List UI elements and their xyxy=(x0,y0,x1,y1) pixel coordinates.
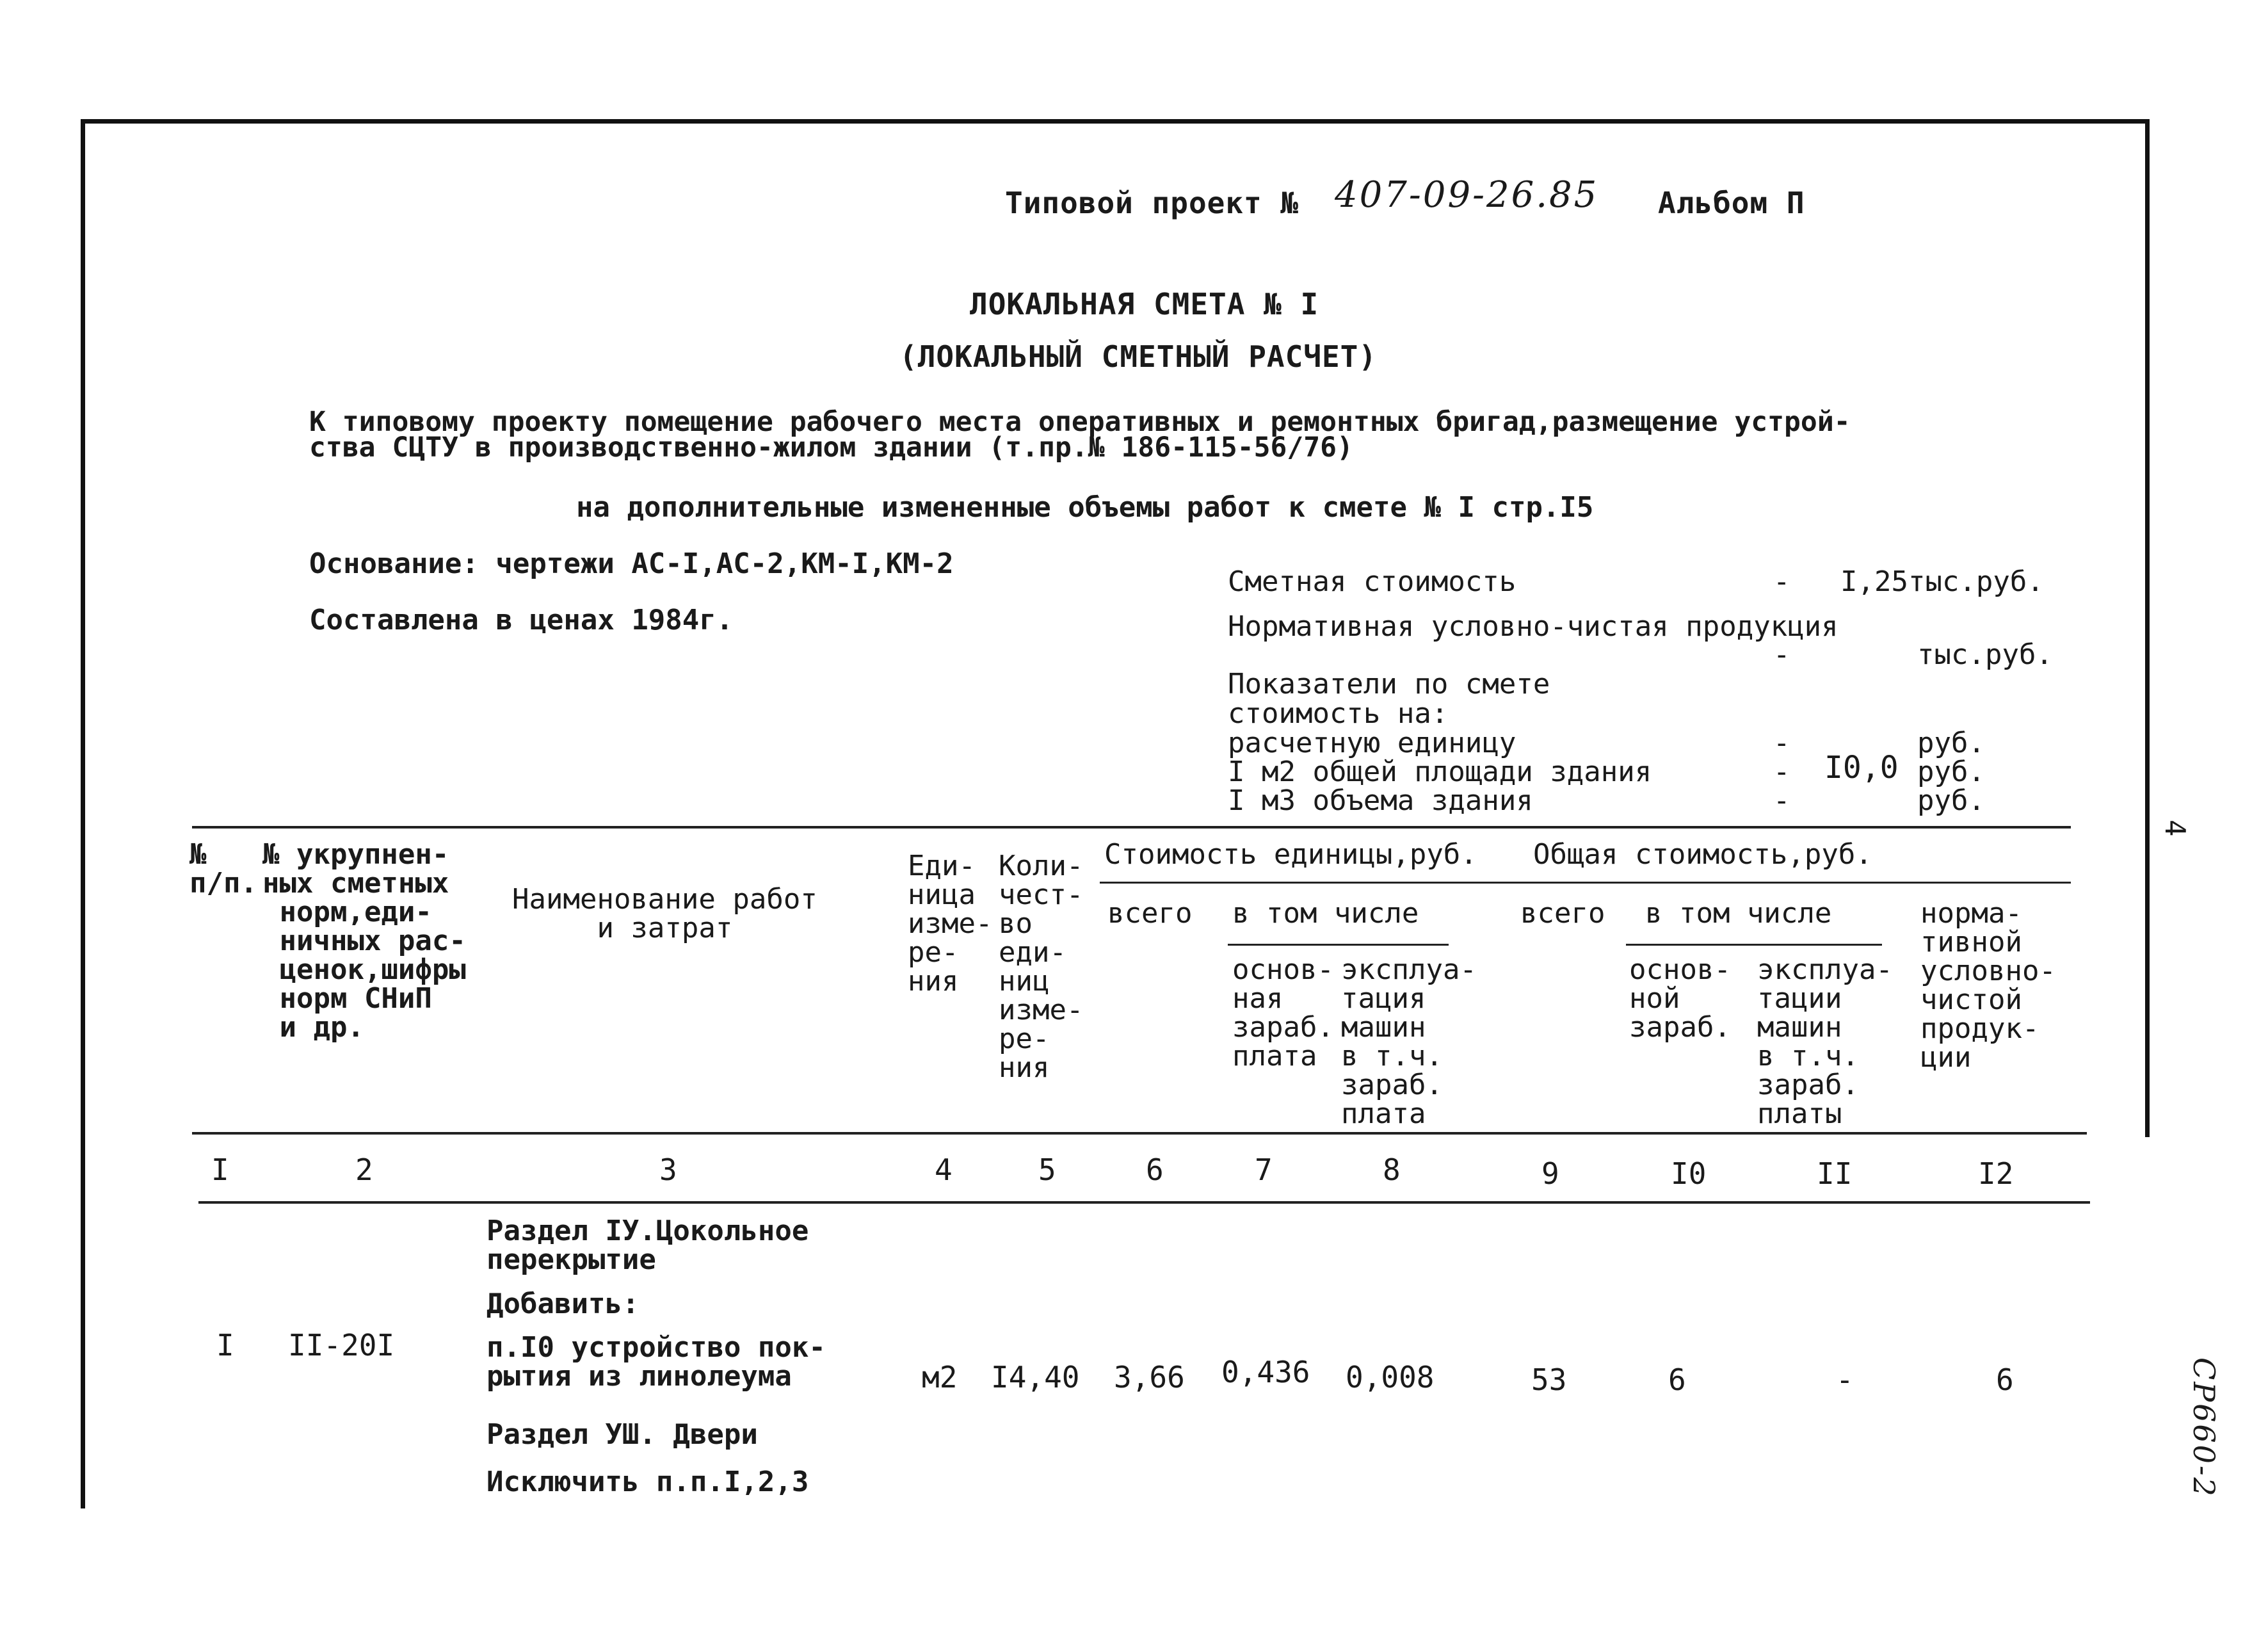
table-row-quantity: I4,40 xyxy=(991,1360,1080,1395)
header-unit-wage: основ- ная зараб. плата xyxy=(1232,953,1334,1072)
table-row-total: 53 xyxy=(1531,1362,1567,1397)
table-row-name: п.I0 устройство пок- рытия из линолеума xyxy=(487,1331,826,1393)
column-number: 5 xyxy=(1038,1152,1056,1187)
indicator-row2-label: I м2 общей площади здания xyxy=(1228,756,1652,788)
basis-drawings: Основание: чертежи АС-I,АС-2,КМ-I,КМ-2 xyxy=(309,547,954,580)
column-number: 3 xyxy=(659,1152,677,1187)
indicator-row1-unit: руб. xyxy=(1917,727,1985,759)
column-number: I xyxy=(211,1152,229,1187)
frame-left-border xyxy=(81,119,85,1508)
column-number: I0 xyxy=(1671,1156,1707,1191)
table-row-number: I xyxy=(216,1328,234,1362)
normative-product-label: Нормативная условно-чистая продукция xyxy=(1228,610,1838,643)
cost-per-label: стоимость на: xyxy=(1228,697,1449,730)
indicator-row3-label: I м3 объема здания xyxy=(1228,784,1533,817)
table-row-total-machine: - xyxy=(1836,1362,1854,1397)
project-description-line1: К типовому проекту помещение рабочего места оперативных и ремонтных бригад,размещение устрой- xyxy=(309,406,1851,438)
project-number: 407-09-26.85 xyxy=(1335,174,1599,216)
section-heading-doors: Раздел УШ. Двери xyxy=(487,1418,758,1451)
column-number: 4 xyxy=(935,1152,953,1187)
indicator-row3-unit: руб. xyxy=(1917,784,1985,817)
table-row-normative: 6 xyxy=(1996,1362,2014,1397)
frame-top-border xyxy=(81,119,2150,124)
header-total-cost: Общая стоимость,руб. xyxy=(1533,838,1872,871)
indicator-row2-unit: руб. xyxy=(1917,756,1985,788)
total-incl-rule xyxy=(1626,944,1882,946)
header-cost-rule xyxy=(1100,882,2071,884)
column-number: 9 xyxy=(1541,1156,1559,1191)
header-grand-total: всего xyxy=(1520,897,1605,930)
header-total-wage: основ- ной зараб. xyxy=(1629,953,1731,1044)
project-label: Типовой проект № xyxy=(1005,186,1299,220)
price-basis: Составлена в ценах 1984г. xyxy=(309,604,734,636)
column-number: 2 xyxy=(355,1152,373,1187)
estimated-cost-dash: - xyxy=(1773,565,1790,598)
column-number: 8 xyxy=(1383,1152,1401,1187)
document-code: СР660-2 xyxy=(2187,1357,2221,1498)
table-row-unit-wage: 0,436 xyxy=(1221,1355,1310,1389)
header-normative-product: норма- тивной условно- чистой продук- ции xyxy=(1920,897,2056,1074)
header-norm-codes: № укрупнен- ных сметных норм,еди- ничных рас- ценок,шифры норм СНиП и др. xyxy=(262,838,466,1044)
indicators-label: Показатели по смете xyxy=(1228,668,1550,700)
document-subtitle: (ЛОКАЛЬНЫЙ СМЕТНЫЙ РАСЧЕТ) xyxy=(899,339,1378,374)
header-total-machine: эксплуа- тации машин в т.ч. зараб. платы xyxy=(1757,953,1893,1130)
estimated-cost-label: Сметная стоимость xyxy=(1228,565,1516,598)
column-number: 7 xyxy=(1255,1152,1273,1187)
indicator-row2-dash: - xyxy=(1773,756,1790,788)
table-row-total-wage: 6 xyxy=(1668,1362,1686,1397)
header-unit-total: всего xyxy=(1107,897,1193,930)
table-row-unit-machine: 0,008 xyxy=(1346,1360,1435,1395)
indicator-row3-dash: - xyxy=(1773,784,1790,817)
table-row-unit: м2 xyxy=(922,1360,958,1395)
header-row-number: № п/п. xyxy=(189,838,257,900)
add-label: Добавить: xyxy=(487,1288,639,1320)
header-bottom-rule xyxy=(192,1132,2087,1135)
header-unit: Еди- ница изме- ре- ния xyxy=(908,850,993,998)
additional-scope-line: на дополнительные измененные объемы работ к смете № I стр.I5 xyxy=(576,491,1594,524)
header-unit-machine: эксплуа- тация машин в т.ч. зараб. плата xyxy=(1341,953,1477,1130)
document-title: ЛОКАЛЬНАЯ СМЕТА № I xyxy=(970,287,1319,321)
column-number: 6 xyxy=(1146,1152,1164,1187)
header-unit-cost: Стоимость единицы,руб. xyxy=(1104,838,1477,871)
unit-incl-rule xyxy=(1228,944,1449,946)
indicator-row2-value: I0,0 xyxy=(1824,750,1899,786)
indicator-row1-dash: - xyxy=(1773,727,1790,759)
section-heading-basement-floor: Раздел IУ.Цокольное перекрытие xyxy=(487,1215,809,1276)
column-number: II xyxy=(1817,1156,1853,1191)
table-row-code: II-20I xyxy=(288,1328,395,1362)
estimated-cost-value: I,25тыс.руб. xyxy=(1840,565,2044,598)
normative-product-unit: тыс.руб. xyxy=(1917,638,2053,671)
header-work-name: Наименование работ и затрат xyxy=(512,883,817,944)
album-label: Альбом П xyxy=(1658,186,1805,220)
column-number: I2 xyxy=(1978,1156,2014,1191)
column-numbers-rule xyxy=(198,1201,2090,1204)
header-quantity: Коли- чест- во еди- ниц изме- ре- ния xyxy=(999,850,1084,1084)
exclude-label: Исключить п.п.I,2,3 xyxy=(487,1466,809,1498)
frame-right-border xyxy=(2145,119,2150,1137)
page-mark: 4 xyxy=(2159,820,2191,837)
normative-product-dash: - xyxy=(1773,638,1790,671)
table-top-rule xyxy=(192,826,2071,829)
header-total-incl: в том числе xyxy=(1645,897,1832,930)
header-unit-incl: в том числе xyxy=(1232,897,1419,930)
project-description-line2: ства СЦТУ в производственно-жилом здании (т.пр.№ 186-115-56/76) xyxy=(309,432,1353,464)
indicator-row1-label: расчетную единицу xyxy=(1228,727,1516,759)
table-row-unit-total: 3,66 xyxy=(1114,1360,1185,1395)
